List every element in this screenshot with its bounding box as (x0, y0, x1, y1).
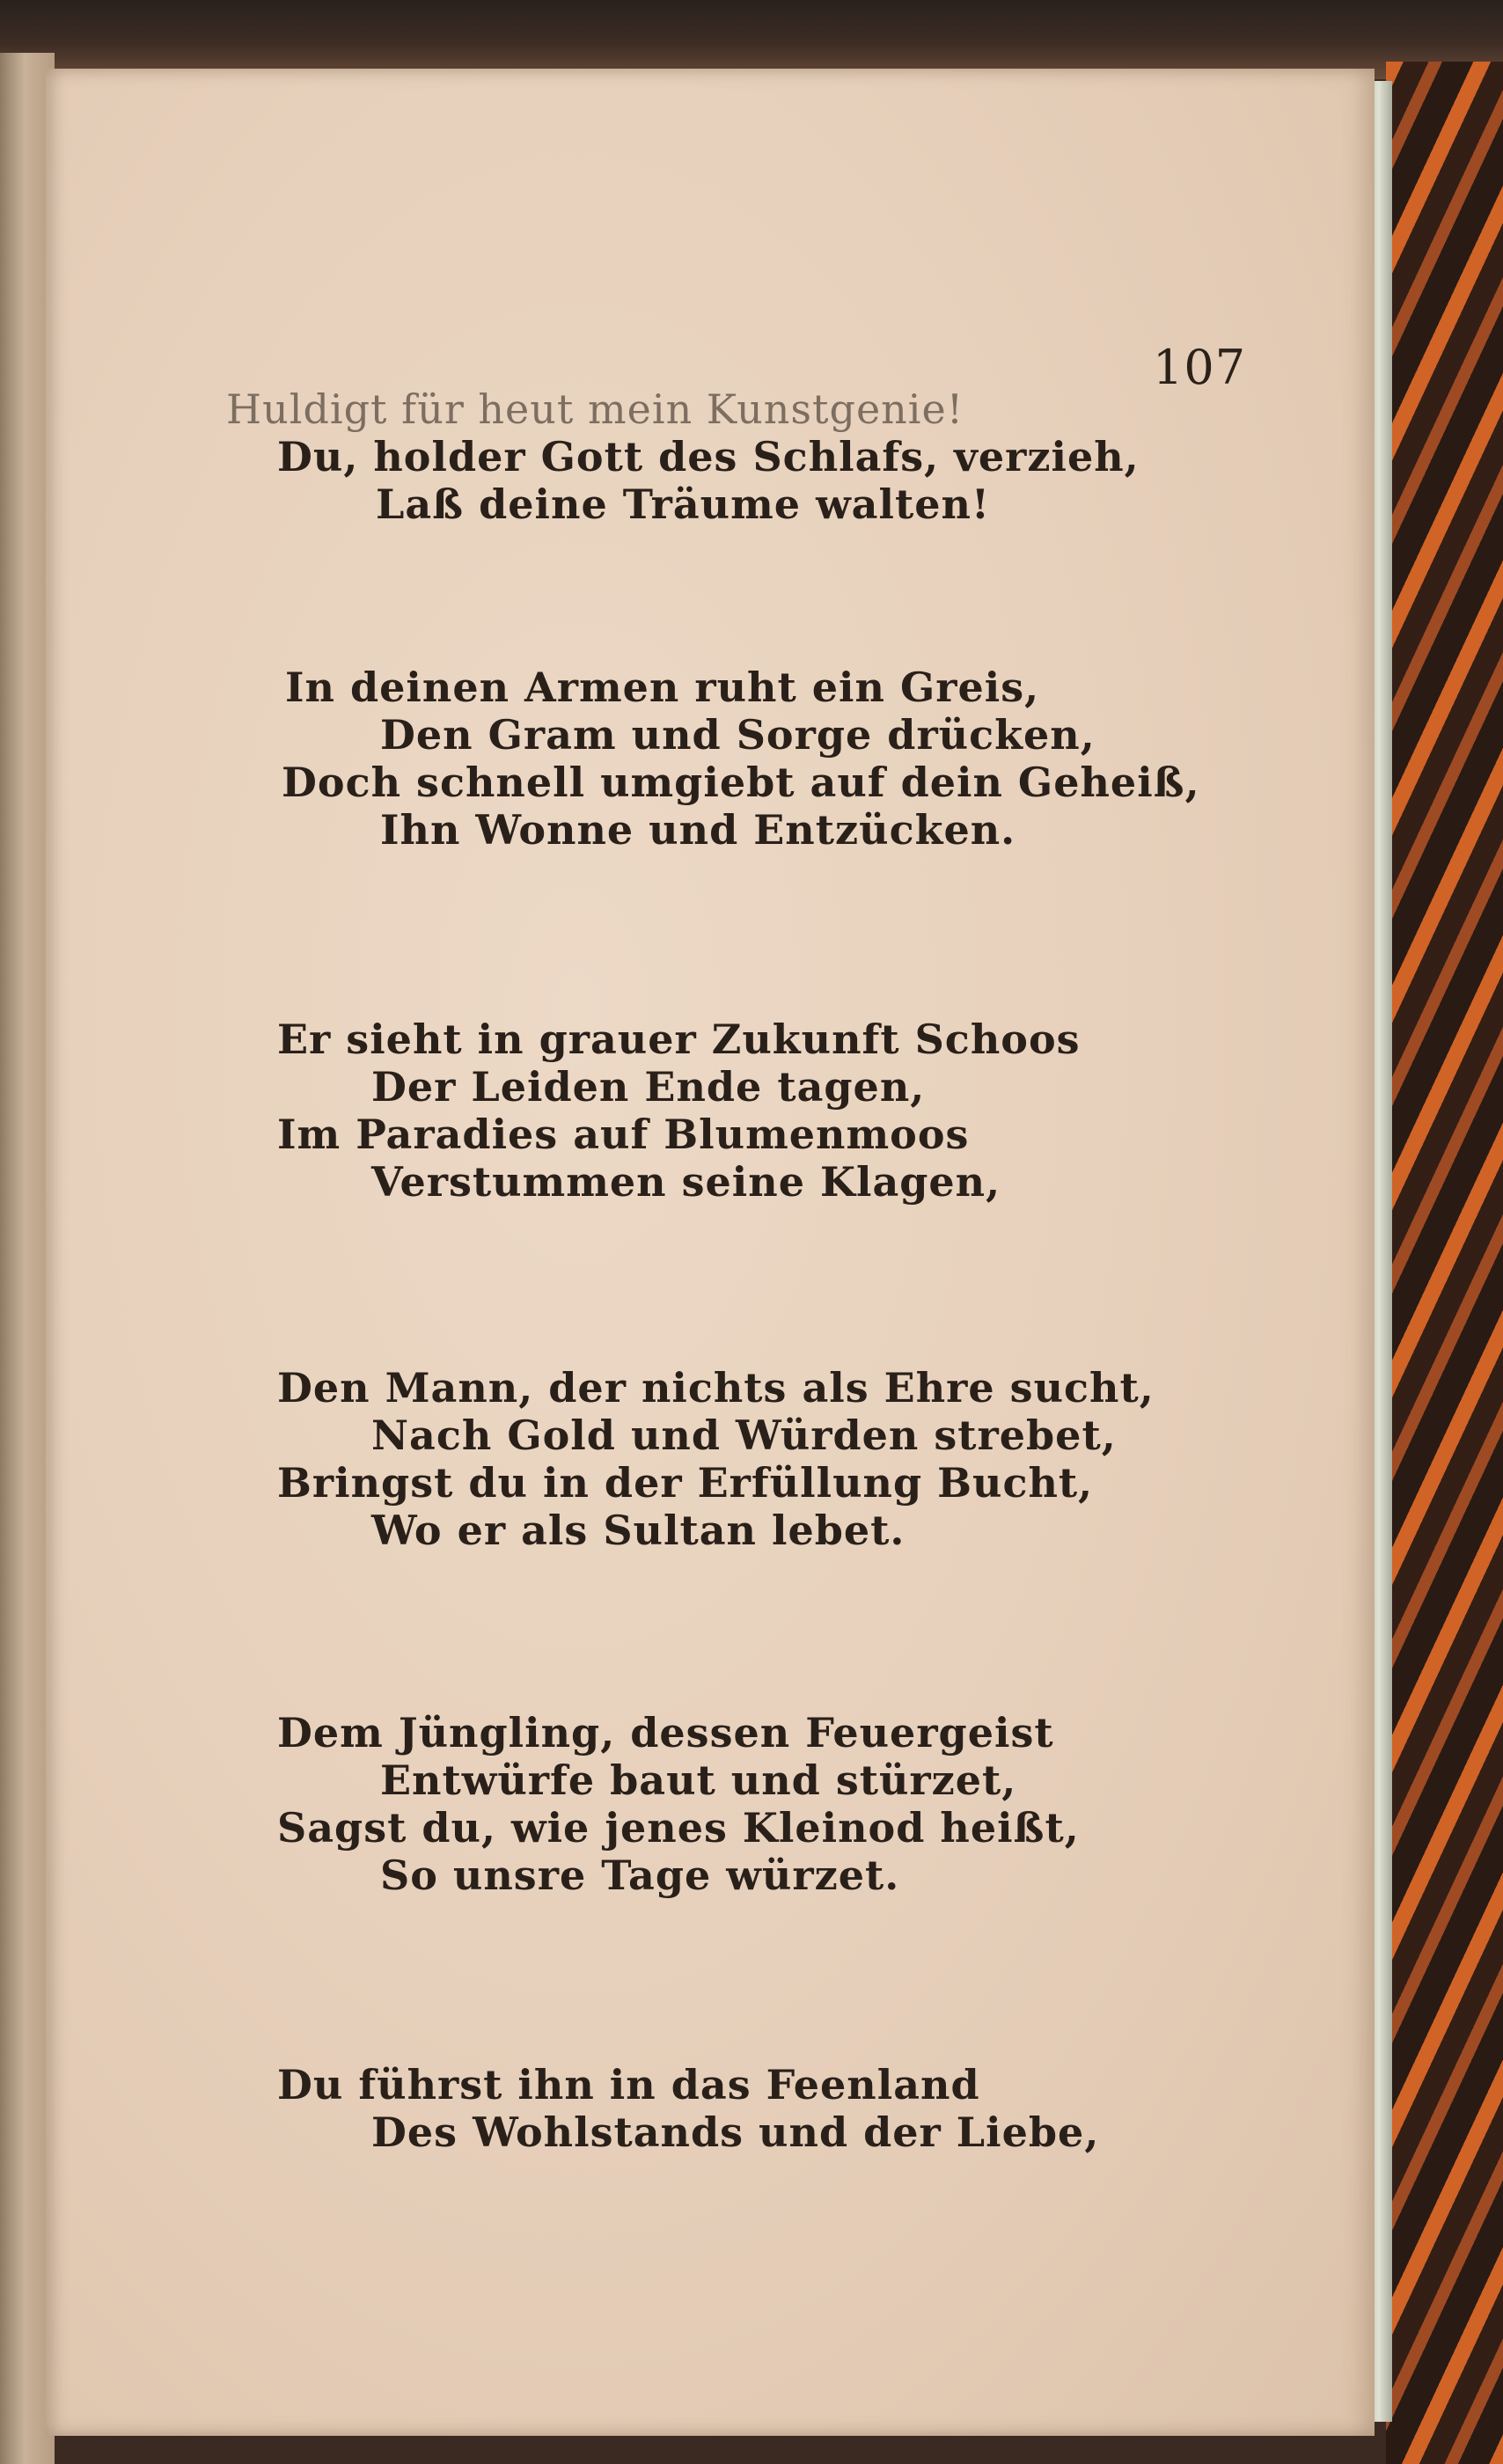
poem-line: Im Paradies auf Blumenmoos (277, 1111, 970, 1158)
poem-line: Sagst du, wie jenes Kleinod heißt, (277, 1804, 1080, 1852)
poem-line: Den Gram und Sorge drücken, (380, 711, 1096, 759)
poem-line: Des Wohlstands und der Liebe, (371, 2108, 1100, 2156)
poem-line: In deinen Armen ruht ein Greis, (285, 664, 1040, 711)
marbled-cover-edge (1386, 62, 1503, 2464)
poem-line: Er sieht in grauer Zukunft Schoos (277, 1016, 1081, 1063)
poem-line: Verstummen seine Klagen, (371, 1158, 1001, 1206)
poem-line: Du führst ihn in das Feenland (277, 2061, 980, 2108)
poem-line: Huldigt für heut mein Kunstgenie! (226, 385, 964, 433)
poem-line: Der Leiden Ende tagen, (371, 1063, 926, 1111)
poem-line: So unsre Tage würzet. (380, 1852, 900, 1899)
poem-line: Nach Gold und Würden strebet, (371, 1412, 1117, 1459)
page-number: 107 (1153, 340, 1247, 395)
poem-line: Dem Jüngling, dessen Feuergeist (277, 1709, 1054, 1756)
poem-line: Entwürfe baut und stürzet, (380, 1756, 1017, 1804)
poem-line: Wo er als Sultan lebet. (371, 1507, 905, 1554)
poem-line: Ihn Wonne und Entzücken. (380, 806, 1016, 854)
book-page (46, 69, 1375, 2436)
poem-line: Doch schnell umgiebt auf dein Geheiß, (282, 759, 1200, 806)
poem-line: Den Mann, der nichts als Ehre sucht, (277, 1364, 1155, 1412)
poem-line: Bringst du in der Erfüllung Bucht, (277, 1459, 1094, 1507)
poem (46, 69, 1375, 2436)
poem-line: Du, holder Gott des Schlafs, verzieh, (277, 433, 1140, 480)
book-binding-top (0, 0, 1503, 79)
poem-line: Laß deine Träume walten! (376, 480, 991, 528)
